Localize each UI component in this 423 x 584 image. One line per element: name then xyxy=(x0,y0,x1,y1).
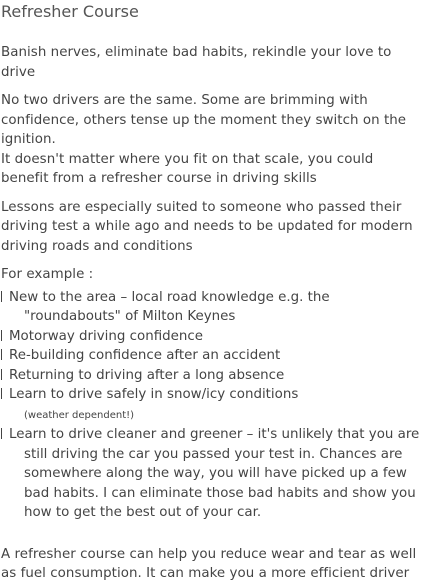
page-title: Refresher Course xyxy=(1,2,139,21)
list-item-text: Re-building confidence after an accident xyxy=(9,348,281,363)
list-item xyxy=(1,425,423,523)
reasons-list xyxy=(1,288,423,523)
bullet-bar-icon xyxy=(1,388,2,399)
lessons-paragraph: Lessons are especially suited to someone who passed their driving test a while ago and needs to be updated for modern driving roads and conditions xyxy=(1,199,413,254)
list-item-text: Motorway driving confidence xyxy=(9,328,203,344)
list-item xyxy=(1,288,423,327)
bullet-bar-icon xyxy=(1,369,2,380)
list-item-text: New to the area – local road knowledge e.g. the "roundabouts" of Milton Keynes xyxy=(9,289,330,324)
page xyxy=(0,2,423,581)
list-item xyxy=(1,366,423,386)
list-item xyxy=(1,327,423,347)
closing-paragraph: A refresher course can help you reduce wear and tear as well as fuel consumption. It can make you a more efficient driver xyxy=(1,546,417,581)
for-example-label: For example : xyxy=(1,267,94,282)
bullet-bar-icon xyxy=(1,428,2,439)
tagline: Banish nerves, eliminate bad habits, rekindle your love to drive xyxy=(1,45,392,80)
list-item-note: (weather dependent!) xyxy=(24,409,135,421)
bullet-bar-icon xyxy=(1,349,2,360)
bullet-bar-icon xyxy=(1,330,2,341)
list-item-text: Learn to drive cleaner and greener – it's unlikely that you are still driving the car you passed your test in. Chances are somewhere along the way, you will have picked up a few bad habits. I can eliminate those bad habits and show you how to get the best out of your car. xyxy=(9,427,420,520)
intro-paragraph-2: It doesn't matter where you fit on that scale, you could benefit from a refresher course in driving skills xyxy=(1,151,374,186)
list-item-text: Learn to drive safely in snow/icy conditions xyxy=(9,387,299,402)
list-item xyxy=(1,385,423,425)
list-item xyxy=(1,346,423,366)
bullet-bar-icon xyxy=(1,291,2,302)
list-item-text: Returning to driving after a long absence xyxy=(9,367,285,383)
intro-paragraph: No two drivers are the same. Some are brimming with confidence, others tense up the moment they switch on the ignition. xyxy=(1,93,407,147)
